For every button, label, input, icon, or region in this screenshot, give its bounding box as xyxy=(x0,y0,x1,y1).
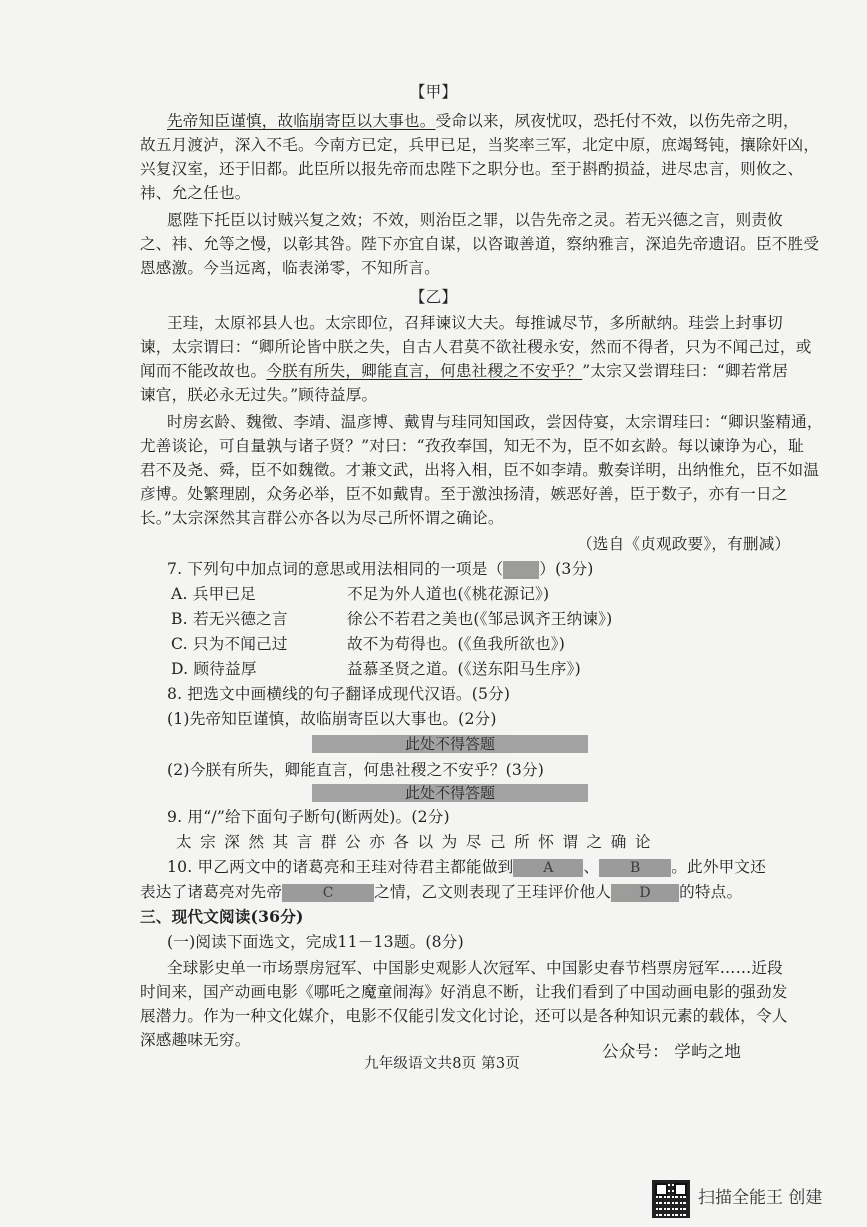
modern-text-line1: 全球影史单一市场票房冠军、中国影史观影人次冠军、中国影史春节档票房冠军……近段 xyxy=(167,959,783,977)
no-answer-zone-1: 此处不得答题 xyxy=(312,735,588,753)
heading-yi: 【乙】 xyxy=(409,288,458,306)
q7-option-b: B. 若无兴德之言 xyxy=(171,610,288,628)
blank-d: D xyxy=(611,884,679,902)
q7-option-c-ref: 故不为苟得也。(《鱼我所欲也》) xyxy=(347,635,566,653)
jia-p1-line1 xyxy=(167,110,799,132)
q9-sentence: 太 宗 深 然 其 言 群 公 亦 各 以 为 尽 己 所 怀 谓 之 确 论 xyxy=(176,833,653,851)
yi-p1-line3-post: ”太宗又尝谓珪曰：“卿若常居 xyxy=(582,362,789,380)
source-citation: （选自《贞观政要》，有删减） xyxy=(577,535,791,553)
yi-p2-line5: 长。”太宗深然其言群公亦各以为尽己所怀谓之确论。 xyxy=(140,509,504,527)
q7-option-a: A. 兵甲已足 xyxy=(171,585,256,603)
yi-p1-line2: 谏，太宗谓曰：“卿所论皆中朕之失，自古人君莫不欲社稷永安，然而不得者，只为不闻己过，或 xyxy=(140,338,812,356)
modern-text-line2: 时间来，国产动画电影《哪吒之魔童闹海》好消息不断，让我们看到了中国动画电影的强劲发 xyxy=(140,983,788,1001)
scanner-brand: 扫描全能王 创建 xyxy=(698,1188,823,1208)
jia-p2-line3: 恩感激。今当远离，临表涕零，不知所言。 xyxy=(140,259,441,277)
qr-code-icon xyxy=(652,1180,690,1218)
blank-c: C xyxy=(282,884,374,902)
q10-line2-post: 的特点。 xyxy=(679,883,743,901)
heading-jia: 【甲】 xyxy=(409,83,458,101)
yi-p1-line4: 谏官，朕必永无过失。”顾待益厚。 xyxy=(140,386,378,404)
public-account: 公众号： 学屿之地 xyxy=(602,1042,742,1061)
jia-p1-line2: 故五月渡泸，深入不毛。今南方已定，兵甲已足，当奖率三军，北定中原，庶竭驽钝，攘除奸凶， xyxy=(140,136,820,154)
modern-text-line4: 深感趣味无穷。 xyxy=(140,1031,251,1049)
blank-a: A xyxy=(513,859,583,877)
q9-stem: 9. 用“/”给下面句子断句(断两处)。(2分) xyxy=(167,808,450,826)
q10-line2-pre: 表达了诸葛亮对先帝 xyxy=(140,883,283,901)
section3-title: 三、现代文阅读(36分) xyxy=(140,907,304,926)
yi-p1-line1: 王珪，太原祁县人也。太宗即位，召拜谏议大夫。每推诚尽节，多所献纳。珪尝上封事切 xyxy=(167,314,783,332)
jia-p2-line1: 愿陛下托臣以讨贼兴复之效；不效，则治臣之罪，以告先帝之灵。若无兴德之言，则责攸 xyxy=(167,211,783,229)
q7-answer-blank xyxy=(503,561,539,579)
underlined-sentence-1: 先帝知臣谨慎，故临崩寄臣以大事也。 xyxy=(167,112,436,130)
q8-stem: 8. 把选文中画横线的句子翻译成现代汉语。(5分) xyxy=(167,685,511,703)
jia-p1-line4: 祎、允之任也。 xyxy=(140,184,251,202)
yi-p2-line2: 尤善谈论，可自量孰与诸子贤？”对曰：“孜孜奉国，知无不为，臣不如玄龄。每以谏诤为心，耻 xyxy=(140,437,804,455)
q7-stem xyxy=(167,558,594,580)
modern-text-line3: 展潜力。作为一种文化媒介，电影不仅能引发文化讨论，还可以是各种知识元素的载体，令人 xyxy=(140,1007,788,1025)
q10-line1-post: 。此外甲文还 xyxy=(671,858,766,876)
q8-sentence-2: (2)今朕有所失，卿能直言，何患社稷之不安乎？(3分) xyxy=(167,761,545,779)
q7-option-d: D. 顾待益厚 xyxy=(171,660,257,678)
q10-line2 xyxy=(140,881,742,903)
q7-option-b-ref: 徐公不若君之美也(《邹忌讽齐王纳谏》) xyxy=(347,610,613,628)
q10-line2-mid: 之情，乙文则表现了王珪评价他人 xyxy=(374,883,612,901)
jia-p1-line1-rest: 受命以来，夙夜忧叹，恐托付不效，以伤先帝之明， xyxy=(435,112,799,130)
q8-sentence-1: (1)先帝知臣谨慎，故临崩寄臣以大事也。(2分) xyxy=(167,710,497,728)
section3-sub: (一)阅读下面选文，完成11－13题。(8分) xyxy=(167,933,464,951)
jia-p2-line2: 之、祎、允等之慢，以彰其咎。陛下亦宜自谋，以咨诹善道，察纳雅言，深追先帝遗诏。臣不胜受 xyxy=(140,235,820,253)
q10-sep: 、 xyxy=(583,858,600,876)
yi-p2-line4: 彦博。处繁理剧，众务必举，臣不如戴胄。至于激浊扬清，嫉恶好善，臣于数子，亦有一日之 xyxy=(140,485,788,503)
q7-stem-text: 7. 下列句中加点词的意思或用法相同的一项是（ xyxy=(167,560,504,578)
yi-p1-line3 xyxy=(140,360,788,382)
yi-p1-line3-pre: 闻而不能改故也。 xyxy=(140,362,267,380)
q10-line1-pre: 10. 甲乙两文中的诸葛亮和王珪对待君主都能做到 xyxy=(167,858,514,876)
no-answer-zone-2: 此处不得答题 xyxy=(312,784,588,802)
page-info: 九年级语文共8页 第3页 xyxy=(364,1056,520,1072)
blank-b: B xyxy=(599,859,671,877)
q7-option-a-ref: 不足为外人道也(《桃花源记》) xyxy=(347,585,550,603)
q7-option-d-ref: 益慕圣贤之道。(《送东阳马生序》) xyxy=(347,660,581,678)
jia-p1-line3: 兴复汉室，还于旧都。此臣所以报先帝而忠陛下之职分也。至于斟酌损益，进尽忠言，则攸之、 xyxy=(140,160,804,178)
yi-p2-line1: 时房玄龄、魏徵、李靖、温彦博、戴胄与珪同知国政，尝因侍宴，太宗谓珪曰：“卿识鉴精通， xyxy=(167,413,823,431)
q7-option-c: C. 只为不闻己过 xyxy=(171,635,288,653)
yi-p2-line3: 君不及尧、舜，臣不如魏徵。才兼文武，出将入相，臣不如李靖。敷奏详明，出纳惟允，臣不如温 xyxy=(140,461,820,479)
underlined-sentence-2: 今朕有所失，卿能直言，何患社稷之不安乎？ xyxy=(266,362,583,380)
q10-line1 xyxy=(167,856,766,878)
q7-stem-score: ）(3分) xyxy=(539,560,594,578)
